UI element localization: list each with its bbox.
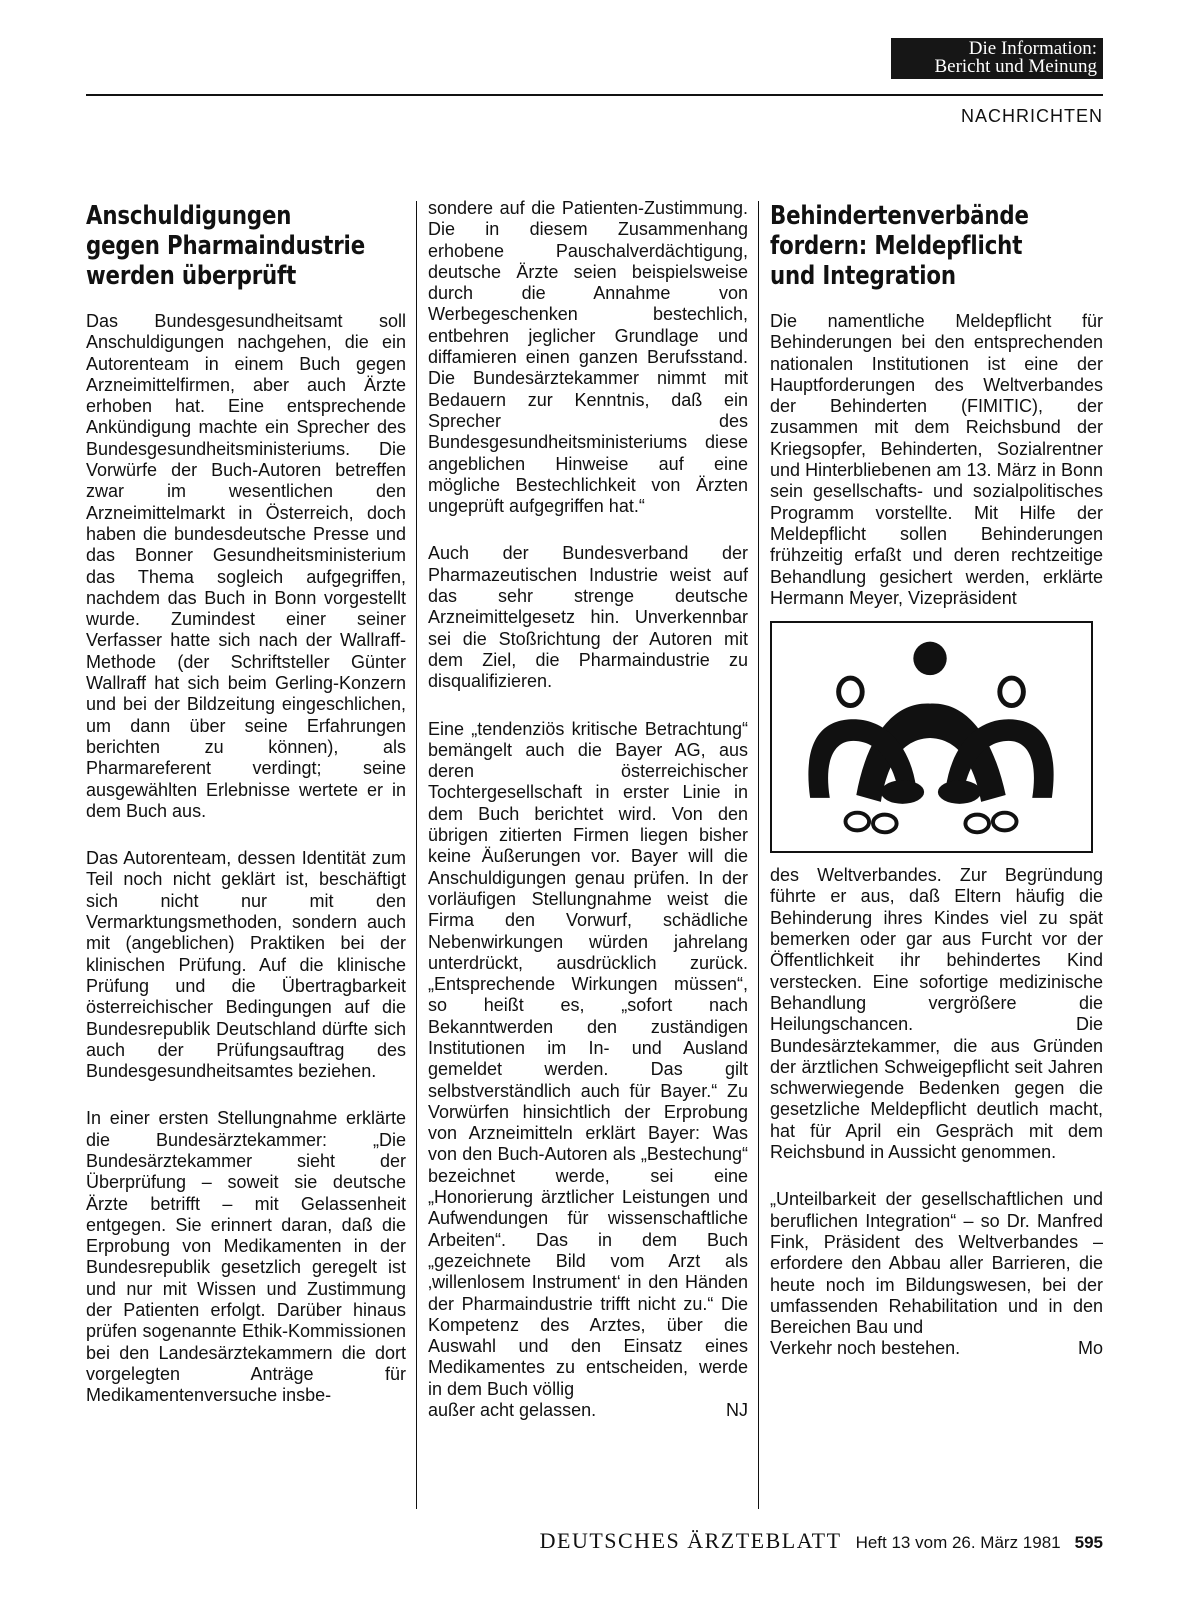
article-paragraph: sondere auf die Patienten-Zustimmung. Die in diesem Zusammenhang erhobene Pauschalverdächtigung, deutsche Ärzte seien beispielsweise durch die Annahme von Werbegeschenken bestechlich, entbehren jeglicher Grundlage und diffamieren einen ganzen Berufsstand. Die Bundesärztekammer nimmt mit Bedauern zur Kenntnis, daß ein Sprecher des Bundesgesundheitsministeriums diese angeblichen Hinweise auf eine mögliche Bestechlichkeit von Ärzten ungeprüft aufgegriffen hat.“ [428, 198, 748, 517]
page-footer [540, 1528, 1103, 1554]
headline-line: werden überprüft [86, 261, 297, 291]
section-label-line1: Die Information: [968, 38, 1097, 59]
article-headline [770, 201, 1103, 291]
headline-line: gegen Pharmaindustrie [86, 231, 366, 261]
journal-name: DEUTSCHES ÄRZTEBLATT [539, 1528, 842, 1553]
article-paragraph: In einer ersten Stellungnahme erklärte die Bundesärztekammer: „Die Bundesärztekammer sieht der Überprüfung – soweit sie deutsche Ärzte betrifft – mit Gelassenheit entgegen. Sie erinnert daran, daß die Erprobung von Medikamenten in der Bundesrepublik gesetzlich geregelt ist und nur mit Wissen und Zustimmung der Patienten erfolgt. Darüber hinaus prüfen sogenannte Ethik-Kommissionen bei den Landesärztekammern die dort vorgelegten Anträge für Medikamentenversuche insbe- [86, 1108, 406, 1406]
section-label-line2: Bericht und Meinung [934, 56, 1097, 77]
article-column-1 [86, 201, 406, 1407]
article-paragraph: Das Bundesgesundheitsamt soll Anschuldigungen nachgehen, die ein Autorenteam in einem Buch gegen Arzneimittelfirmen, aber auch Ärzte erhoben hat. Eine entsprechende Ankündigung machte ein Sprecher des Bundesgesundheitsministeriums. Die Vorwürfe der Buch-Autoren betreffen zwar im wesentlichen den Arzneimittelmarkt in Österreich, doch haben die bundesdeutsche Presse und das Bonner Gesundheitsministerium das Thema sogleich aufgegriffen, nachdem das Buch in Bonn vorgestellt wurde. Zumindest einer seiner Verfasser hatte sich nach der Wallraff-Methode (der Schriftsteller Günter Wallraff hat sich beim Gerling-Konzern und bei der Bildzeitung eingeschlichen, um dann über seine Erfahrungen berichten zu können), als Pharmareferent verdingt; seine ausgewählten Erlebnisse wertete er in dem Buch aus. [86, 311, 406, 821]
organization-logo [770, 621, 1093, 853]
column-divider [416, 201, 417, 1509]
paragraph-body: „Unteilbarkeit der gesellschaftlichen und beruflichen Integration“ – so Dr. Manfred Fink, Präsident des Weltverbandes – erfordere den Abbau aller Barrieren, die heute noch im Bildungswesen, bei der umfassenden Rehabilitation und in den Bereichen Bau und [770, 1189, 1103, 1338]
top-rule [86, 94, 1103, 96]
article-column-3 [770, 201, 1103, 1360]
category-label: NACHRICHTEN [960, 106, 1103, 126]
paragraph-body: Eine „tendenziös kritische Betrachtung“ bemängelt auch die Bayer AG, aus deren österreichischer Tochtergesellschaft in erster Linie in dem Buch berichtet wird. Von den übrigen zitierten Firmen liegen bisher keine Äußerungen vor. Bayer will die Anschuldigungen genau prüfen. In der vorläufigen Stellungnahme weist die Firma den Vorwurf, schädliche Nebenwirkungen würden jahrelang unterdrückt, ausdrücklich zurück. „Entsprechende Wirkungen müssen“, so heißt es, „sofort nach Bekanntwerden den zuständigen Institutionen im In- und Ausland gemeldet werden. Das gilt selbstverständlich auch für Bayer.“ Zu Vorwürfen hinsichtlich der Erprobung von Arzneimitteln erklärt Bayer: Was von den Buch-Autoren als „Bestechung“ bezeichnet werde, sei eine „Honorierung ärztlicher Leistungen und Aufwendungen für wissenschaftliche Arbeiten“. Das in dem Buch „gezeichnete Bild vom Arzt als ‚willenlosem Instrument‘ in den Händen der Pharmaindustrie trifft nicht zu.“ Die Kompetenz des Arztes, über die Auswahl und den Einsatz eines Medikamentes zu entscheiden, werde in dem Buch völlig [428, 718, 748, 1399]
article-paragraph [428, 719, 748, 1422]
article-paragraph: Auch der Bundesverband der Pharmazeutischen Industrie weist auf das sehr strenge deutsche Arzneimittelgesetz hin. Unverkennbar sei die Stoßrichtung der Autoren mit dem Ziel, die Pharmaindustrie zu disqualifizieren. [428, 543, 748, 692]
article-paragraph [770, 1189, 1103, 1359]
article-paragraph: des Weltverbandes. Zur Begründung führte er aus, daß Eltern häufig die Behinderung ihres Kindes viel zu spät bemerken oder gar aus Furcht vor der Öffentlichkeit ihr behindertes Kind verstecken. Eine sofortige medizinische Behandlung vergrößere die Heilungschancen. Die Bundesärztekammer, die aus Gründen der ärztlichen Schweigepflicht seit Jahren schwerwiegende Bedenken gegen die gesetzliche Meldepflicht deutlich macht, hat für April ein Gespräch mit dem Reichsbund in Aussicht genommen. [770, 865, 1103, 1163]
column-divider [758, 201, 759, 1509]
article-headline [86, 201, 406, 291]
paragraph-end: außer acht gelassen. [428, 1400, 597, 1421]
paragraph-end: Verkehr noch bestehen. [770, 1338, 961, 1359]
headline-line: Behindertenverbände [770, 201, 1029, 231]
author-initials: NJ [726, 1400, 748, 1421]
article-paragraph: Das Autorenteam, dessen Identität zum Teil noch nicht geklärt ist, beschäftigt sich nicht nur mit den Vermarktungsmethoden, sondern auch mit (angeblichen) Praktiken bei der klinischen Prüfung. Auf die klinische Prüfung und die Übertragbarkeit österreichischer Bedingungen auf die Bundesrepublik Deutschland dürfte sich auch der Prüfungsauftrag des Bundesgesundheitsamtes beziehen. [86, 848, 406, 1082]
signoff-line [428, 1400, 748, 1421]
article-column-2 [428, 198, 748, 1421]
author-initials: Mo [1077, 1338, 1103, 1359]
headline-line: fordern: Meldepflicht [770, 231, 1023, 261]
signoff-line [770, 1338, 1103, 1359]
people-embrace-icon [772, 623, 1091, 851]
section-label [891, 38, 1103, 79]
headline-line: und Integration [770, 261, 956, 291]
page-number: 595 [1074, 1533, 1103, 1552]
headline-line: Anschuldigungen [86, 201, 292, 231]
issue-info: Heft 13 vom 26. März 1981 [855, 1533, 1061, 1552]
article-paragraph: Die namentliche Meldepflicht für Behinderungen bei den entsprechenden nationalen Institutionen ist eine der Hauptforderungen des Weltverbandes der Behinderten (FIMITIC), der zusammen mit dem Reichsbund der Kriegsopfer, Behinderten, Sozialrentner und Hinterbliebenen am 13. März in Bonn sein gesellschafts- und sozialpolitisches Programm vorstellte. Mit Hilfe der Meldepflicht sollen Behinderungen frühzeitig erfaßt und deren rechtzeitige Behandlung gesichert werden, erklärte Hermann Meyer, Vizepräsident [770, 311, 1103, 608]
